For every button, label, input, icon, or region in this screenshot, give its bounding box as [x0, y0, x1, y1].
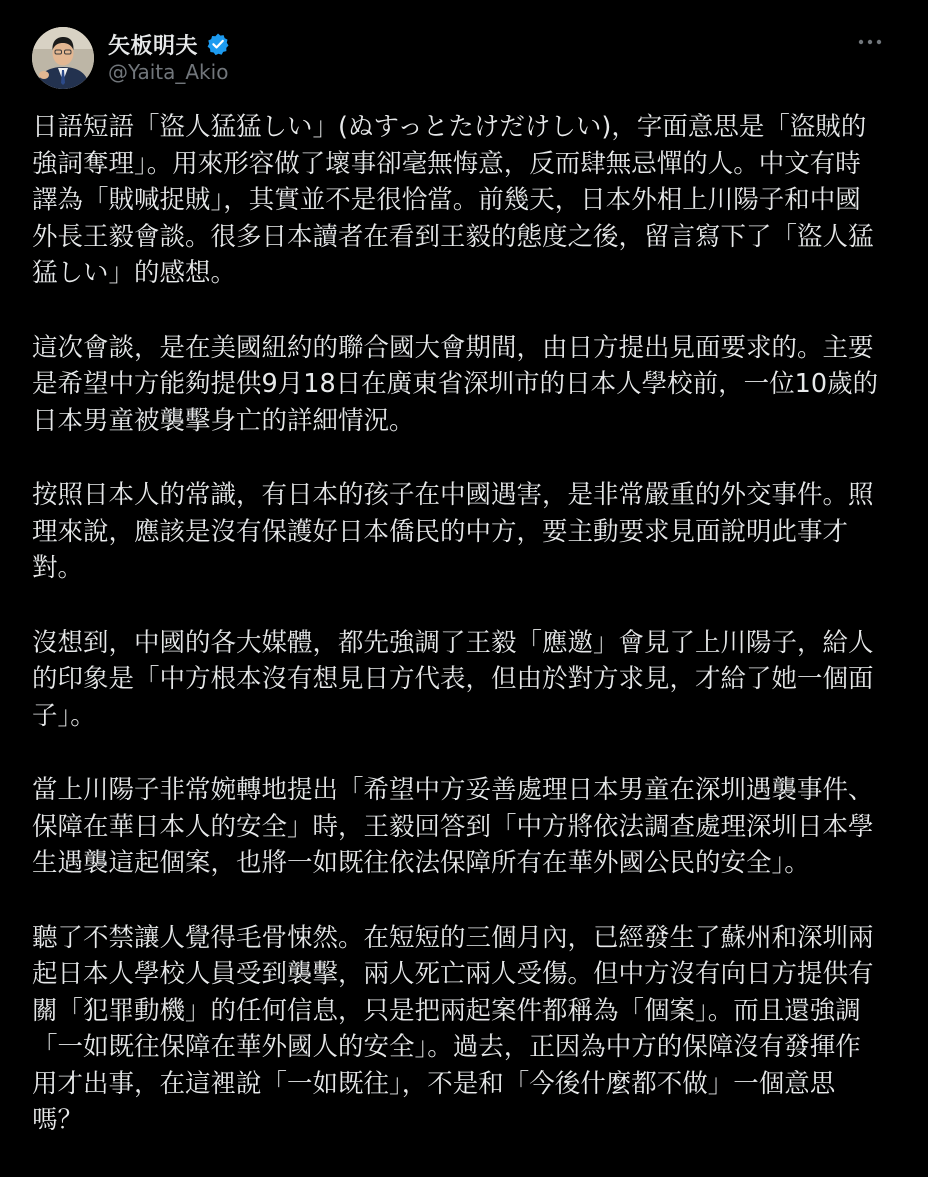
tweet-text-line: 外長王毅會談。很多日本讀者在看到王毅的態度之後，留言寫下了「盜人猛 — [32, 221, 874, 252]
tweet-text-line: 用才出事，在這裡說「一如既往」，不是和「今後什麼都不做」一個意思 — [32, 1068, 836, 1099]
tweet-text-line: 日本男童被襲擊身亡的詳細情況。 — [32, 405, 415, 436]
tweet-text-line: 關「犯罪動機」的任何信息，只是把兩起案件都稱為「個案」。而且還強調 — [32, 995, 861, 1026]
tweet-paragraph — [32, 625, 902, 735]
more-options-icon[interactable] — [856, 30, 884, 54]
verified-badge-icon — [206, 32, 230, 56]
tweet-text-line: 沒想到，中國的各大媒體，都先強調了王毅「應邀」會見了上川陽子，給人 — [32, 627, 874, 658]
tweet-text-line: 嗎？ — [32, 1105, 84, 1135]
tweet-paragraph — [32, 477, 902, 587]
tweet-text-line: 按照日本人的常識，有日本的孩子在中國遇害，是非常嚴重的外交事件。照 — [32, 480, 874, 510]
tweet-paragraph — [32, 109, 902, 292]
tweet-text-line: 日語短語「盜人猛猛しい」(ぬすっとたけだけしい)，字面意思是「盜賊的 — [32, 112, 867, 142]
tweet-paragraph — [32, 920, 902, 1139]
tweet-text-line: 理來說，應該是沒有保護好日本僑民的中方，要主動要求見面說明此事才 — [32, 516, 849, 547]
tweet-text-line: 猛しい」的感想。 — [32, 258, 237, 288]
tweet-paragraph — [32, 772, 902, 882]
tweet-text-line: 聽了不禁讓人覺得毛骨悚然。在短短的三個月內，已經發生了蘇州和深圳兩 — [32, 922, 874, 953]
tweet-text-line: 子」。 — [32, 700, 96, 731]
display-name[interactable]: 矢板明夫 — [108, 33, 199, 59]
tweet-text-line: 是希望中方能夠提供9月18日在廣東省深圳市的日本人學校前，一位10歲的 — [32, 369, 879, 399]
tweet-text-line: 生遇襲這起個案，也將一如既往依法保障所有在華外國公民的安全」。 — [32, 848, 810, 878]
tweet-text-line: 起日本人學校人員受到襲擊，兩人死亡兩人受傷。但中方沒有向日方提供有 — [32, 959, 874, 989]
tweet-text-line: 當上川陽子非常婉轉地提出「希望中方妥善處理日本男童在深圳遇襲事件、 — [32, 775, 874, 805]
author-handle[interactable]: @Yaita_Akio — [108, 60, 229, 84]
tweet-paragraph — [32, 330, 902, 440]
avatar-photo — [32, 27, 94, 89]
tweet-text-line: 對。 — [32, 553, 84, 583]
tweet-text-line: 這次會談，是在美國紐約的聯合國大會期間，由日方提出見面要求的。主要 — [32, 332, 874, 363]
author-name-row — [108, 28, 230, 60]
tweet-text — [32, 109, 902, 1177]
tweet-text-line: 強詞奪理」。用來形容做了壞事卻毫無悔意，反而肆無忌憚的人。中文有時 — [32, 148, 861, 179]
tweet-text-line: 的印象是「中方根本沒有想見日方代表，但由於對方求見，才給了她一個面 — [32, 664, 874, 694]
tweet-text-line: 「一如既往保障在華外國人的安全」。過去，正因為中方的保障沒有發揮作 — [32, 1032, 861, 1062]
tweet-text-line: 譯為「賊喊捉賊」，其實並不是很恰當。前幾天，日本外相上川陽子和中國 — [32, 185, 861, 215]
avatar[interactable] — [32, 27, 94, 89]
tweet-text-line: 保障在華日本人的安全」時，王毅回答到「中方將依法調查處理深圳日本學 — [32, 811, 874, 842]
